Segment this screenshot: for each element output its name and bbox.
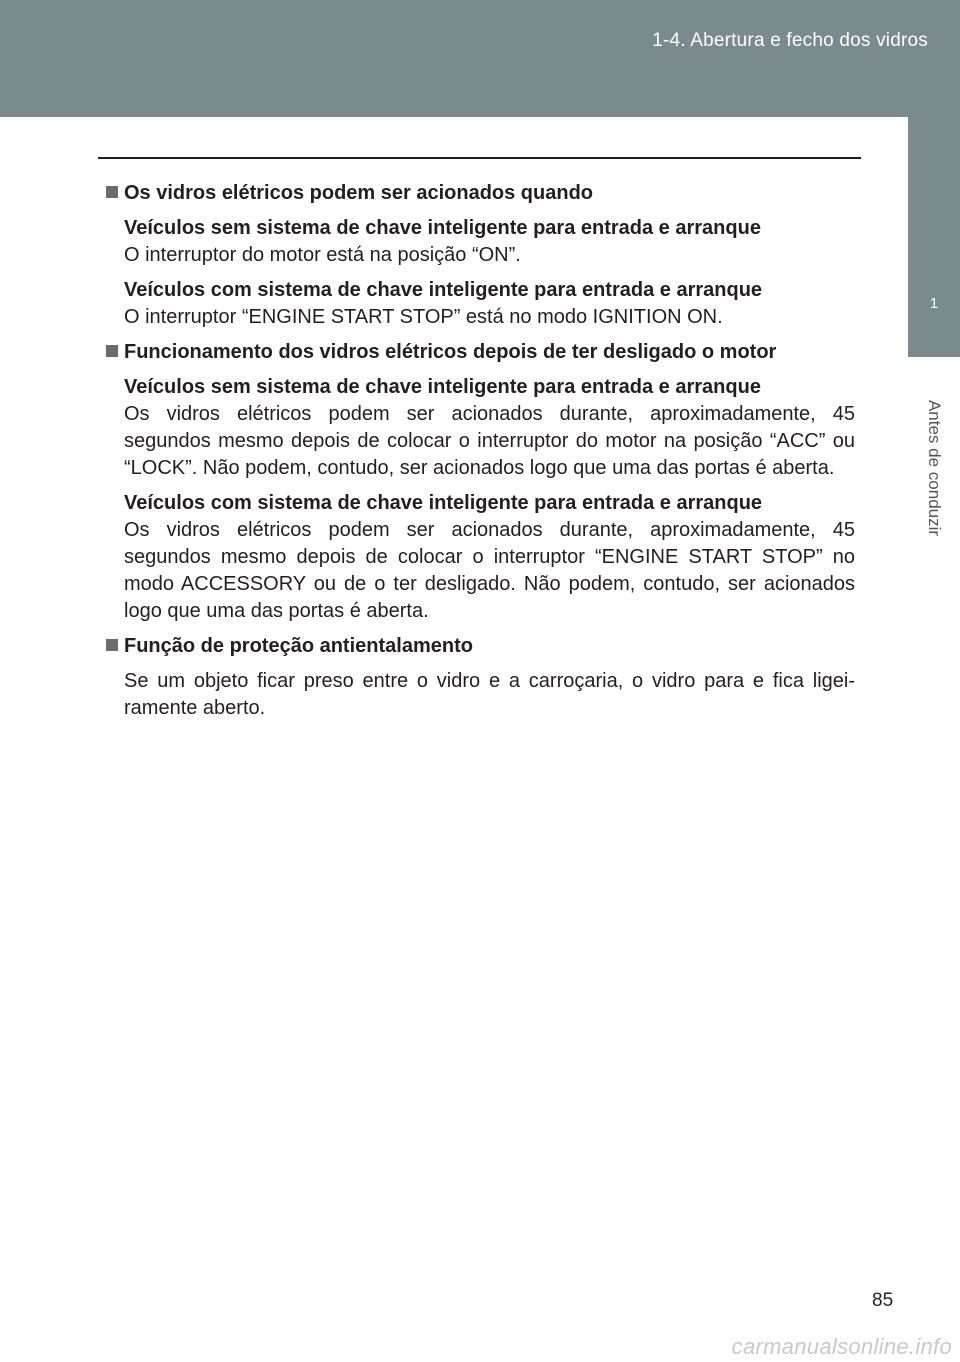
content-block bbox=[100, 374, 855, 482]
section-heading-text: Funcionamento dos vidros elétricos depois de ter desligado o motor bbox=[124, 341, 777, 363]
header-band bbox=[0, 0, 960, 117]
content-block bbox=[100, 490, 855, 625]
square-bullet-icon bbox=[106, 639, 118, 651]
body-text: O interruptor “ENGINE START STOP” está no modo IGNITION ON. bbox=[124, 306, 723, 328]
subheading: Veículos sem sistema de chave inteligente para entrada e arranque bbox=[124, 217, 761, 239]
top-rule bbox=[98, 157, 861, 159]
section-heading-text: Função de proteção antientalamento bbox=[124, 635, 473, 657]
subheading: Veículos sem sistema de chave inteligente para entrada e arranque bbox=[124, 376, 761, 398]
body-text: Os vidros elétricos podem ser acionados durante, aproximadamente, 45 segundos mesmo depois de colocar o interruptor “ENGINE START STOP” no modo ACCESSORY ou de o ter desligado. Não podem, contudo, ser acionados logo que uma das portas é aberta. bbox=[124, 519, 855, 622]
body-text: Os vidros elétricos podem ser acionados durante, aproximadamente, 45 segundos mesmo depois de colocar o interruptor do motor na posição “ACC” ou “LOCK”. Não podem, contudo, ser acionados logo que uma das portas é aberta. bbox=[124, 403, 855, 479]
chapter-number: 1 bbox=[929, 295, 939, 312]
content-block bbox=[100, 668, 855, 722]
chapter-label: Antes de conduzir bbox=[925, 399, 944, 537]
body-text: Se um objeto ficar preso entre o vidro e a carroçaria, o vidro para e fica ligei-ramente aberto. bbox=[124, 670, 855, 719]
content-block bbox=[100, 215, 855, 269]
section-heading bbox=[100, 339, 855, 366]
page-number: 85 bbox=[872, 1290, 894, 1311]
section-heading bbox=[100, 633, 855, 660]
square-bullet-icon bbox=[106, 186, 118, 198]
section-title: 1-4. Abertura e fecho dos vidros bbox=[652, 30, 928, 51]
square-bullet-icon bbox=[106, 345, 118, 357]
subheading: Veículos com sistema de chave inteligente para entrada e arranque bbox=[124, 492, 763, 514]
section-heading bbox=[100, 180, 855, 207]
watermark-text: carmanualsonline.info bbox=[731, 1334, 952, 1359]
subheading: Veículos com sistema de chave inteligente para entrada e arranque bbox=[124, 279, 763, 301]
page-content bbox=[100, 180, 855, 730]
chapter-tab bbox=[908, 117, 960, 357]
body-text: O interruptor do motor está na posição “ON”. bbox=[124, 244, 521, 266]
section-heading-text: Os vidros elétricos podem ser acionados quando bbox=[124, 182, 594, 204]
content-block bbox=[100, 277, 855, 331]
